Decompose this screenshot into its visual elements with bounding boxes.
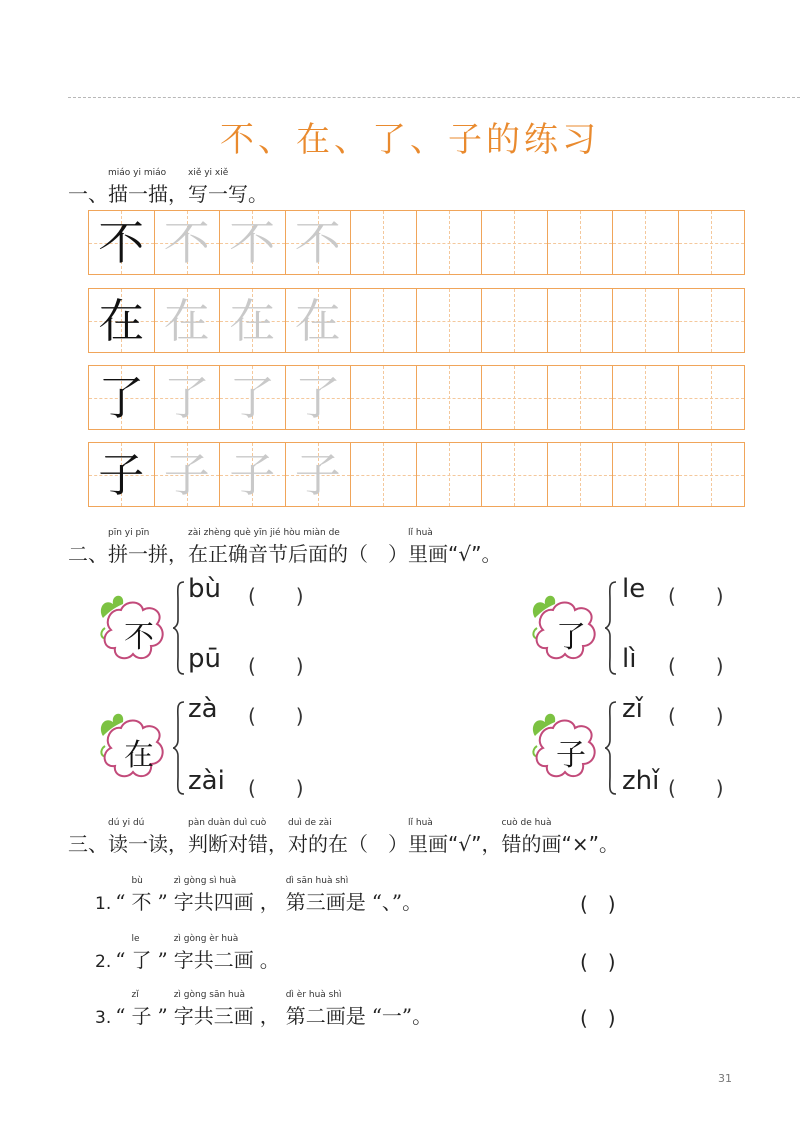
heading-segment — [168, 178, 188, 207]
trace-character: 在 — [294, 293, 341, 348]
heading-segment — [448, 828, 501, 857]
statement-segment — [115, 948, 125, 972]
statement-text: 。 — [259, 948, 280, 972]
answer-parentheses[interactable]: ( ) — [668, 776, 724, 800]
blank-writing-cell[interactable] — [482, 289, 548, 352]
blank-writing-cell[interactable] — [417, 289, 483, 352]
pinyin-option: zài — [188, 766, 225, 796]
blank-writing-cell[interactable] — [351, 366, 417, 429]
trace-character: 不 — [229, 215, 276, 270]
statement-segment — [157, 1004, 167, 1028]
heading-segment — [288, 818, 348, 857]
heading-text: ， — [268, 832, 288, 856]
blank-writing-cell[interactable] — [613, 289, 679, 352]
blank-writing-cell[interactable] — [482, 443, 548, 506]
section-3-heading — [68, 818, 619, 857]
pinyin-option: bù — [188, 574, 221, 604]
statement-number: 2. — [95, 952, 112, 972]
answer-parentheses[interactable]: ( ) — [248, 584, 304, 608]
statement-text: “ — [115, 948, 126, 972]
heading-segment — [188, 818, 268, 857]
pinyin-annotation: dì èr huà shì — [285, 990, 342, 1000]
answer-parentheses[interactable]: ( ) — [580, 892, 616, 916]
blank-writing-cell[interactable] — [417, 443, 483, 506]
trace-character: 了 — [229, 370, 276, 425]
pinyin-annotation: dì sān huà shì — [285, 876, 349, 886]
tracing-cell — [155, 366, 221, 429]
heading-text: 错的画 — [501, 832, 562, 856]
statement-text: 不 — [131, 890, 152, 914]
answer-parentheses[interactable]: ( ) — [668, 654, 724, 678]
answer-parentheses[interactable]: ( ) — [668, 704, 724, 728]
flower-character: 不 — [124, 620, 154, 655]
heading-text: ， — [168, 542, 188, 566]
trace-character: 了 — [294, 370, 341, 425]
flower-character: 在 — [124, 738, 154, 773]
pinyin-annotation: lǐ huà — [408, 528, 433, 538]
blank-writing-cell[interactable] — [351, 211, 417, 274]
heading-text: 描一描 — [108, 182, 168, 206]
statement-line — [95, 990, 438, 1029]
model-character: 不 — [98, 215, 145, 270]
section-number: 一、 — [68, 182, 108, 206]
blank-writing-cell[interactable] — [417, 366, 483, 429]
blank-writing-cell[interactable] — [613, 366, 679, 429]
tracing-cell — [89, 443, 155, 506]
statement-segment — [131, 990, 152, 1029]
statement-text: 了 — [131, 948, 152, 972]
answer-parentheses[interactable]: ( ) — [580, 1006, 616, 1030]
tracing-cell — [286, 211, 352, 274]
tracing-cell — [220, 211, 286, 274]
heading-text: “√”， — [448, 832, 502, 856]
page-number: 31 — [718, 1072, 732, 1085]
statement-text: 字共三画 — [173, 1004, 254, 1028]
heading-segment — [448, 538, 501, 567]
heading-segment — [248, 178, 268, 207]
pinyin-annotation: bù — [131, 876, 143, 886]
heading-text: 里画 — [408, 832, 448, 856]
trace-character: 子 — [229, 447, 276, 502]
heading-text: 写一写 — [188, 182, 248, 206]
heading-segment — [108, 818, 168, 857]
heading-text: 拼一拼 — [108, 542, 168, 566]
statement-segment — [157, 890, 167, 914]
writing-row — [88, 442, 745, 507]
blank-writing-cell[interactable] — [613, 443, 679, 506]
flower-character-badge — [527, 708, 607, 788]
trace-character: 不 — [294, 215, 341, 270]
pinyin-annotation: xiě yi xiě — [188, 168, 229, 178]
statement-text: 字共二画 — [173, 948, 254, 972]
heading-text: 对的在 — [288, 832, 348, 856]
brace-icon — [604, 580, 618, 676]
heading-text: 判断对错 — [188, 832, 268, 856]
statement-segment — [157, 948, 167, 972]
writing-row — [88, 365, 745, 430]
heading-segment — [408, 818, 448, 857]
statement-segment — [285, 990, 366, 1029]
statement-text: 第三画是 — [285, 890, 366, 914]
pinyin-annotation: cuò de huà — [501, 818, 552, 828]
blank-writing-cell[interactable] — [679, 443, 745, 506]
pinyin-annotation: dú yi dú — [108, 818, 145, 828]
tracing-cell — [286, 366, 352, 429]
statement-text: ， — [259, 890, 280, 914]
tracing-cell — [155, 443, 221, 506]
statement-text: ” — [157, 890, 168, 914]
statement-segment — [115, 1004, 125, 1028]
blank-writing-cell[interactable] — [351, 443, 417, 506]
tracing-cell — [155, 211, 221, 274]
heading-segment — [348, 828, 408, 857]
heading-segment — [268, 828, 288, 857]
heading-text: （ ） — [348, 832, 408, 856]
answer-parentheses[interactable]: ( ) — [248, 704, 304, 728]
blank-writing-cell[interactable] — [351, 289, 417, 352]
brace-icon — [604, 700, 618, 796]
heading-segment — [501, 818, 562, 857]
brace-icon — [172, 580, 186, 676]
flower-character: 了 — [556, 620, 586, 655]
statement-line — [95, 934, 286, 973]
heading-text: （ ） — [348, 542, 408, 566]
statement-text: “ — [115, 890, 126, 914]
model-character: 子 — [98, 447, 145, 502]
blank-writing-cell[interactable] — [482, 211, 548, 274]
statement-segment — [173, 990, 254, 1029]
writing-row — [88, 288, 745, 353]
statement-text: 字共四画 — [173, 890, 254, 914]
tracing-cell — [89, 211, 155, 274]
tracing-cell — [286, 443, 352, 506]
tracing-cell — [89, 366, 155, 429]
statement-text: 子 — [131, 1004, 152, 1028]
trace-character: 在 — [229, 293, 276, 348]
answer-parentheses[interactable]: ( ) — [248, 776, 304, 800]
statement-text: “、”。 — [371, 890, 423, 914]
heading-text: ， — [168, 832, 188, 856]
heading-text: 在正确音节后面的 — [188, 542, 348, 566]
tracing-cell — [220, 443, 286, 506]
statement-number: 1. — [95, 894, 112, 914]
page-title: 不、在、了、子的练习 — [220, 120, 600, 160]
blank-writing-cell[interactable] — [548, 366, 614, 429]
pinyin-annotation: le — [131, 934, 140, 944]
heading-segment — [408, 528, 448, 567]
statement-text: ” — [157, 948, 168, 972]
blank-writing-cell[interactable] — [482, 366, 548, 429]
section-number: 二、 — [68, 542, 108, 566]
top-dashed-divider — [68, 97, 800, 98]
statement-text: “ — [115, 1004, 126, 1028]
statement-segment — [173, 876, 254, 915]
pinyin-option: zǐ — [622, 694, 643, 724]
trace-character: 子 — [163, 447, 210, 502]
heading-text: 读一读 — [108, 832, 168, 856]
heading-segment — [348, 538, 408, 567]
blank-writing-cell[interactable] — [613, 211, 679, 274]
statement-line — [95, 876, 428, 915]
heading-text: 里画 — [408, 542, 448, 566]
flower-character: 子 — [556, 738, 586, 773]
pinyin-annotation: pàn duàn duì cuò — [188, 818, 267, 828]
blank-writing-cell[interactable] — [679, 366, 745, 429]
heading-segment — [108, 168, 168, 207]
pinyin-option: lì — [622, 644, 637, 674]
flower-character-badge — [95, 590, 175, 670]
pinyin-annotation: pīn yi pīn — [108, 528, 150, 538]
heading-segment — [561, 828, 618, 857]
blank-writing-cell[interactable] — [417, 211, 483, 274]
pinyin-annotation: miáo yi miáo — [108, 168, 167, 178]
section-2-heading — [68, 528, 502, 567]
statement-segment — [260, 886, 280, 915]
statement-segment — [131, 876, 152, 915]
statement-text: ， — [259, 1004, 280, 1028]
answer-parentheses[interactable]: ( ) — [580, 950, 616, 974]
statement-segment — [372, 886, 422, 915]
tracing-cell — [220, 366, 286, 429]
answer-parentheses[interactable]: ( ) — [248, 654, 304, 678]
trace-character: 不 — [163, 215, 210, 270]
tracing-cell — [220, 289, 286, 352]
trace-character: 在 — [163, 293, 210, 348]
model-character: 在 — [98, 293, 145, 348]
brace-icon — [172, 700, 186, 796]
model-character: 了 — [98, 370, 145, 425]
section-number: 三、 — [68, 832, 108, 856]
tracing-cell — [89, 289, 155, 352]
section-1-heading — [68, 168, 268, 207]
blank-writing-cell[interactable] — [548, 289, 614, 352]
heading-text: “√”。 — [448, 542, 502, 566]
pinyin-annotation: duì de zài — [288, 818, 332, 828]
heading-text: “×”。 — [561, 832, 619, 856]
pinyin-option: zà — [188, 694, 218, 724]
heading-segment — [168, 538, 188, 567]
statement-segment — [285, 876, 366, 915]
tracing-cell — [155, 289, 221, 352]
statement-segment — [115, 890, 125, 914]
statement-text: 第二画是 — [285, 1004, 366, 1028]
pinyin-option: pū — [188, 644, 221, 674]
statement-segment — [131, 934, 152, 973]
pinyin-annotation: zǐ — [131, 990, 139, 1000]
blank-writing-cell[interactable] — [548, 211, 614, 274]
statement-text: “一”。 — [371, 1004, 433, 1028]
blank-writing-cell[interactable] — [679, 289, 745, 352]
heading-segment — [108, 528, 168, 567]
blank-writing-cell[interactable] — [548, 443, 614, 506]
heading-segment — [188, 168, 248, 207]
statement-number: 3. — [95, 1008, 112, 1028]
pinyin-annotation: zì gòng èr huà — [173, 934, 239, 944]
trace-character: 子 — [294, 447, 341, 502]
flower-character-badge — [95, 708, 175, 788]
statement-segment — [260, 944, 280, 973]
heading-text: 。 — [248, 182, 268, 206]
trace-character: 了 — [163, 370, 210, 425]
pinyin-annotation: zì gòng sì huà — [173, 876, 237, 886]
pinyin-annotation: zì gòng sān huà — [173, 990, 245, 1000]
heading-text: ， — [168, 182, 188, 206]
flower-character-badge — [527, 590, 607, 670]
answer-parentheses[interactable]: ( ) — [668, 584, 724, 608]
pinyin-option: zhǐ — [622, 766, 660, 796]
blank-writing-cell[interactable] — [679, 211, 745, 274]
heading-segment — [168, 828, 188, 857]
statement-segment — [173, 934, 254, 973]
statement-segment — [260, 1000, 280, 1029]
statement-segment — [372, 1000, 432, 1029]
statement-text: ” — [157, 1004, 168, 1028]
pinyin-annotation: zài zhèng què yīn jié hòu miàn de — [188, 528, 340, 538]
tracing-cell — [286, 289, 352, 352]
heading-segment — [188, 528, 348, 567]
writing-row — [88, 210, 745, 275]
pinyin-annotation: lǐ huà — [408, 818, 433, 828]
pinyin-option: le — [622, 574, 646, 604]
